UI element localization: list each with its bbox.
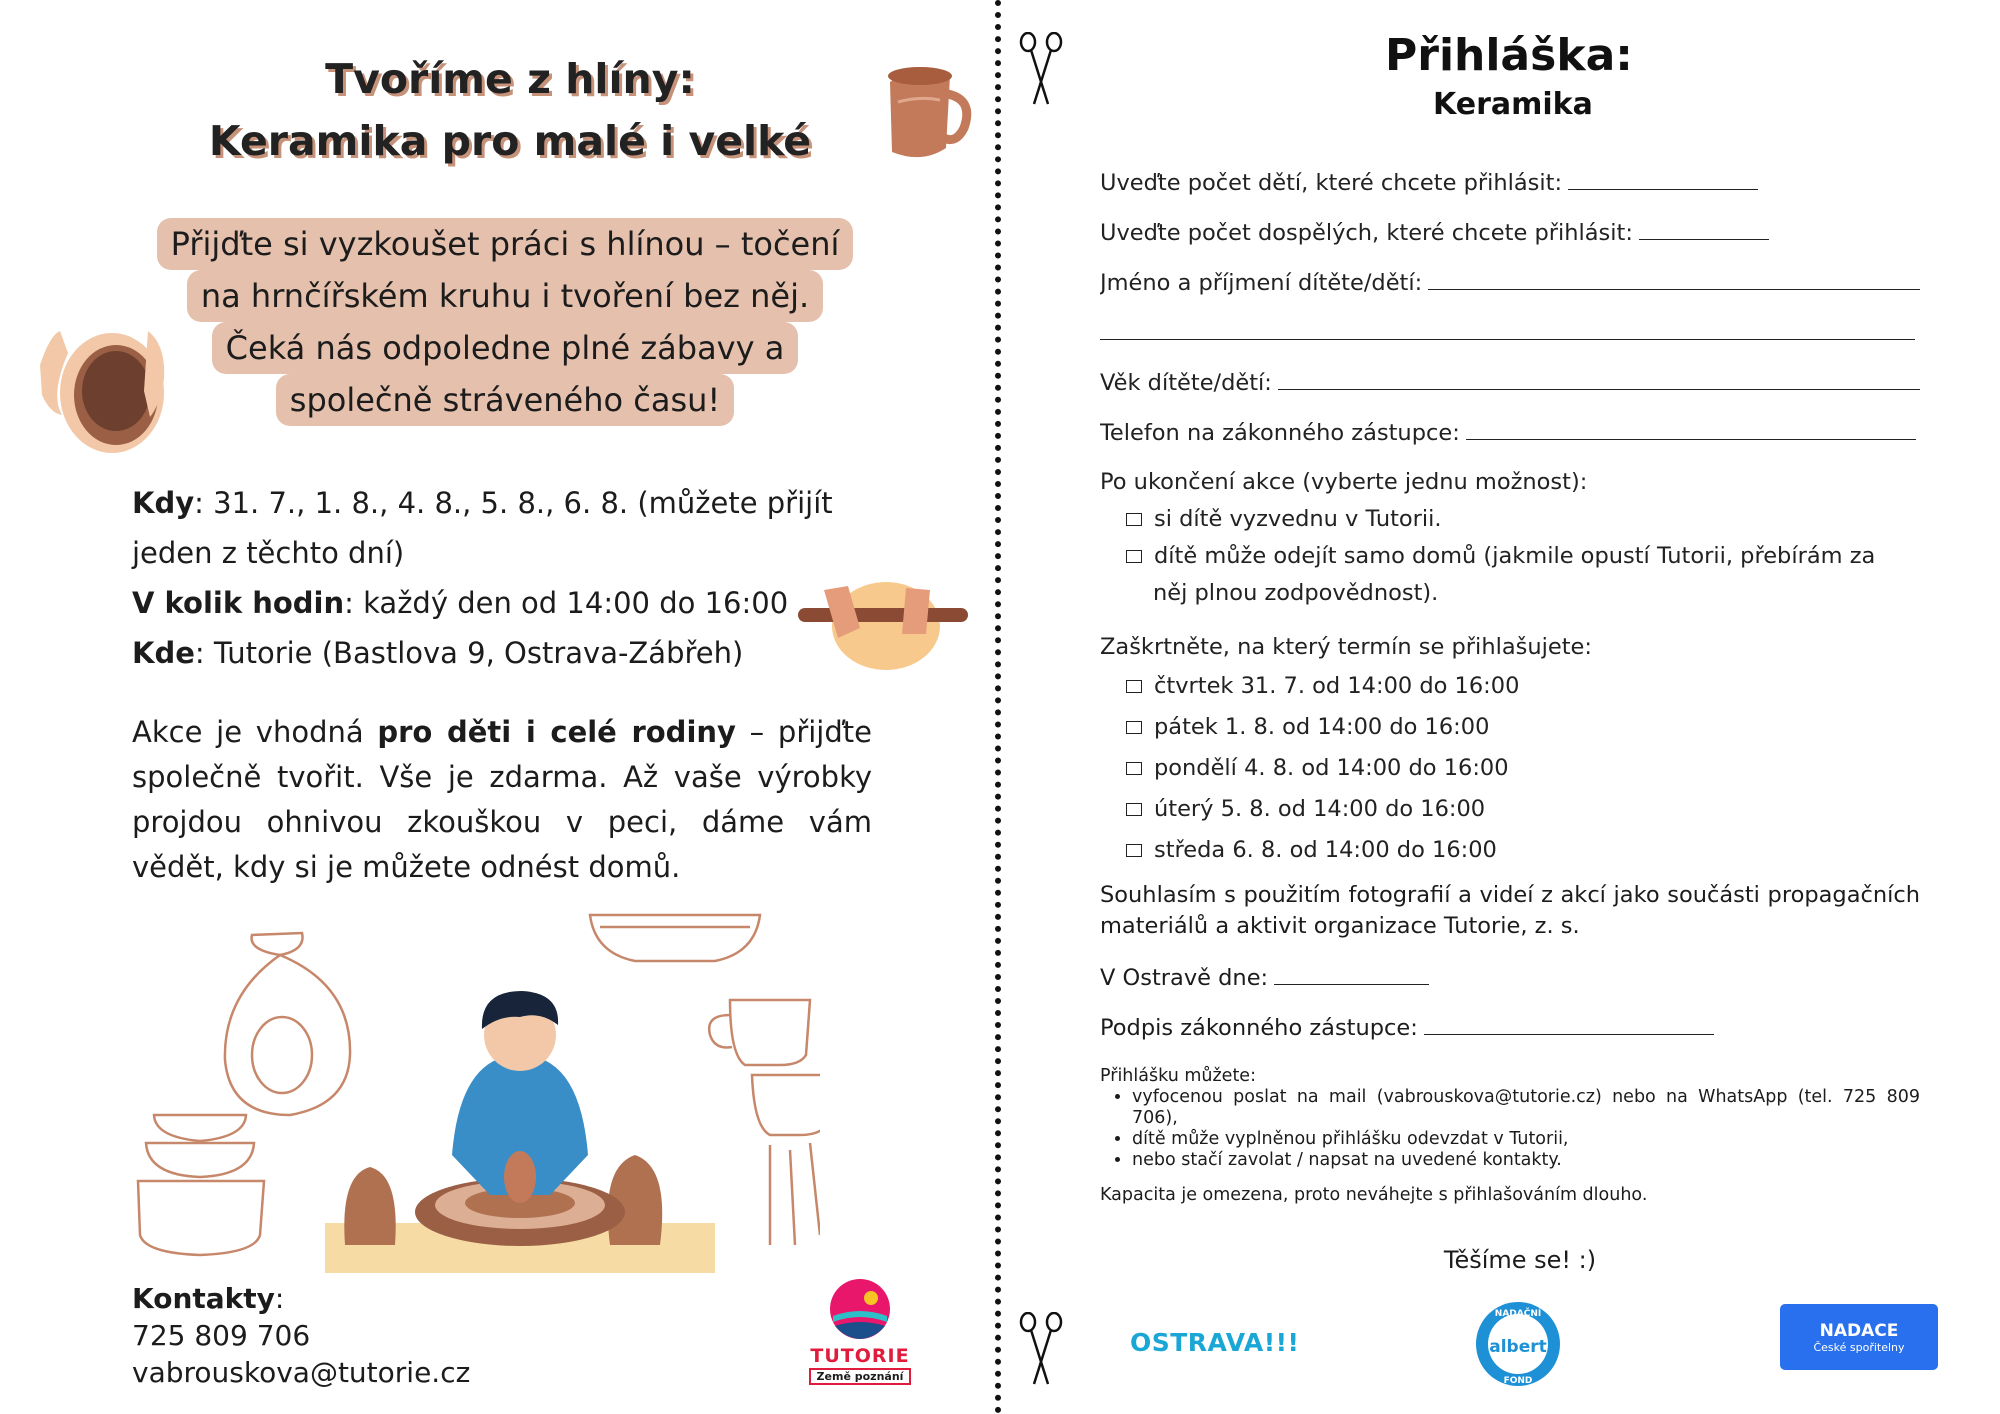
signature-label: Podpis zákonného zástupce: <box>1100 1015 1418 1041</box>
place-date-field[interactable] <box>1274 958 1429 985</box>
when-row <box>132 478 912 578</box>
cut-line <box>995 0 1001 1414</box>
intro-line: Přijďte si vyzkoušet práci s hlínou – točení <box>157 218 854 270</box>
children-count-field[interactable] <box>1568 163 1758 190</box>
after-option-pickup-label: si dítě vyzvednu v Tutorii. <box>1154 506 1442 532</box>
submit-item: • nebo stačí zavolat / napsat na uvedené kontakty. <box>1132 1150 1920 1171</box>
guardian-phone-field[interactable] <box>1466 413 1916 440</box>
signature-row <box>1100 1008 1920 1058</box>
after-option-alone-label: dítě může odejít samo domů (jakmile opustí Tutorii, přebírám za <box>1154 543 1876 569</box>
mug-illustration <box>862 52 972 172</box>
form-header <box>1200 30 1900 122</box>
albert-bottom-text: FOND <box>1503 1376 1533 1386</box>
when-value: : 31. 7., 1. 8., 4. 8., 5. 8., 6. 8. (můžete přijít jeden z těchto dní) <box>132 486 833 570</box>
when-label: Kdy <box>132 486 195 520</box>
checkbox-icon[interactable] <box>1126 721 1142 734</box>
desc-bold: pro děti i celé rodiny <box>377 715 736 749</box>
contacts-colon: : <box>274 1282 285 1315</box>
after-option-pickup[interactable] <box>1100 501 1920 538</box>
hands-bowl-illustration <box>30 295 170 470</box>
contact-email: vabrouskova@tutorie.cz <box>132 1356 471 1389</box>
title-line-1: Tvoříme z hlíny: <box>325 55 695 103</box>
date-option-label: čtvrtek 31. 7. od 14:00 do 16:00 <box>1154 673 1520 699</box>
guardian-phone-row <box>1100 413 1920 463</box>
signature-section <box>1100 958 1920 1058</box>
event-title <box>160 48 860 172</box>
child-age-row <box>1100 363 1920 413</box>
registration-form <box>1100 163 1920 871</box>
child-name-label: Jméno a příjmení dítěte/dětí: <box>1100 270 1423 296</box>
adults-count-field[interactable] <box>1639 213 1769 240</box>
tutorie-emblem-icon <box>829 1278 891 1340</box>
nadace-cs-logo <box>1780 1304 1938 1370</box>
albert-fund-logo <box>1474 1300 1562 1388</box>
desc-text: Akce je vhodná <box>132 715 378 749</box>
checkbox-icon[interactable] <box>1126 550 1142 563</box>
scissors-icon <box>1018 32 1064 108</box>
event-description <box>132 710 872 890</box>
nadace-sub: České spořitelny <box>1813 1341 1905 1354</box>
tutorie-logo-sub: Země poznání <box>809 1368 912 1385</box>
date-option-label: pondělí 4. 8. od 14:00 do 16:00 <box>1154 755 1509 781</box>
intro-highlight <box>130 218 880 426</box>
child-age-label: Věk dítěte/dětí: <box>1100 370 1272 396</box>
capacity-note: Kapacita je omezena, proto neváhejte s přihlašováním dlouho. <box>1100 1185 1648 1205</box>
desc-text: – přijďte společně tvořit. Vše je zdarma. Až vaše výrobky projdou ohnivou zkouškou v peci, dáme vám vědět, kdy si je můžete odnést domů. <box>132 715 872 884</box>
submission-info <box>1100 1066 1920 1206</box>
tutorie-logo <box>800 1278 920 1385</box>
contacts <box>132 1280 632 1391</box>
place-date-row <box>1100 958 1920 1008</box>
ostrava-logo: OSTRAVA!!! <box>1130 1328 1300 1357</box>
photo-consent: Souhlasím s použitím fotografií a videí z akcí jako součásti propagačních materiálů a aktivit organizace Tutorie, z. s. <box>1100 882 1920 939</box>
adults-count-row <box>1100 213 1920 263</box>
date-option-label: úterý 5. 8. od 14:00 do 16:00 <box>1154 796 1486 822</box>
contacts-heading <box>132 1280 632 1317</box>
contact-phone: 725 809 706 <box>132 1319 311 1352</box>
where-label: Kde <box>132 636 195 670</box>
checkbox-icon[interactable] <box>1126 680 1142 693</box>
after-option-alone[interactable] <box>1100 538 1920 575</box>
after-option-alone-cont: něj plnou zodpovědnost). <box>1153 580 1439 606</box>
date-option[interactable] <box>1100 707 1920 748</box>
checkbox-icon[interactable] <box>1126 803 1142 816</box>
time-label: V kolik hodin <box>132 586 345 620</box>
child-age-field[interactable] <box>1278 363 1920 390</box>
child-name-row <box>1100 263 1920 313</box>
submit-list <box>1100 1087 1920 1171</box>
date-option-label: pátek 1. 8. od 14:00 do 16:00 <box>1154 714 1490 740</box>
contacts-label: Kontakty <box>132 1282 275 1315</box>
checkbox-icon[interactable] <box>1126 844 1142 857</box>
intro-line: společně stráveného času! <box>276 374 734 426</box>
date-option[interactable] <box>1100 830 1920 871</box>
date-option[interactable] <box>1100 748 1920 789</box>
intro-line: na hrnčířském kruhu i tvoření bez něj. <box>187 270 823 322</box>
submit-item: • dítě může vyplněnou přihlášku odevzdat v Tutorii, <box>1132 1129 1920 1150</box>
intro-line: Čeká nás odpoledne plné zábavy a <box>212 322 799 374</box>
guardian-phone-label: Telefon na zákonného zástupce: <box>1100 420 1460 446</box>
thanks-message: Těšíme se! :) <box>1443 1246 1597 1274</box>
dates-question: Zaškrtněte, na který termín se přihlašujete: <box>1100 634 1592 660</box>
tutorie-logo-name: TUTORIE <box>810 1345 910 1367</box>
child-name-field-2[interactable] <box>1100 313 1915 340</box>
albert-mid-text: albert <box>1489 1337 1547 1357</box>
form-title: Přihláška: <box>1385 30 1633 81</box>
nadace-title: NADACE <box>1819 1321 1899 1341</box>
date-option-label: středa 6. 8. od 14:00 do 16:00 <box>1154 837 1497 863</box>
form-subtitle: Keramika <box>1433 87 1593 122</box>
rolling-pin-illustration <box>788 568 978 678</box>
checkbox-icon[interactable] <box>1126 762 1142 775</box>
child-name-field[interactable] <box>1428 263 1920 290</box>
checkbox-icon[interactable] <box>1126 513 1142 526</box>
after-event-question: Po ukončení akce (vyberte jednu možnost): <box>1100 469 1588 495</box>
place-date-label: V Ostravě dne: <box>1100 965 1269 991</box>
date-option[interactable] <box>1100 666 1920 707</box>
adults-count-label: Uveďte počet dospělých, které chcete přihlásit: <box>1100 220 1633 246</box>
date-option[interactable] <box>1100 789 1920 830</box>
scissors-icon <box>1018 1312 1064 1388</box>
submit-item: • vyfocenou poslat na mail (vabrouskova@tutorie.cz) nebo na WhatsApp (tel. 725 809 706), <box>1132 1087 1920 1129</box>
child-name-row-2 <box>1100 313 1920 363</box>
children-count-label: Uveďte počet dětí, které chcete přihlásit: <box>1100 170 1563 196</box>
children-count-row <box>1100 163 1920 213</box>
signature-field[interactable] <box>1424 1008 1714 1035</box>
title-line-2: Keramika pro malé i velké <box>208 117 812 165</box>
where-value: : Tutorie (Bastlova 9, Ostrava-Zábřeh) <box>194 636 744 670</box>
albert-top-text: NADAČNÍ <box>1494 1309 1542 1319</box>
time-value: : každý den od 14:00 do 16:00 <box>344 586 789 620</box>
submit-intro: Přihlášku můžete: <box>1100 1066 1256 1086</box>
pottery-illustration <box>130 905 820 1280</box>
